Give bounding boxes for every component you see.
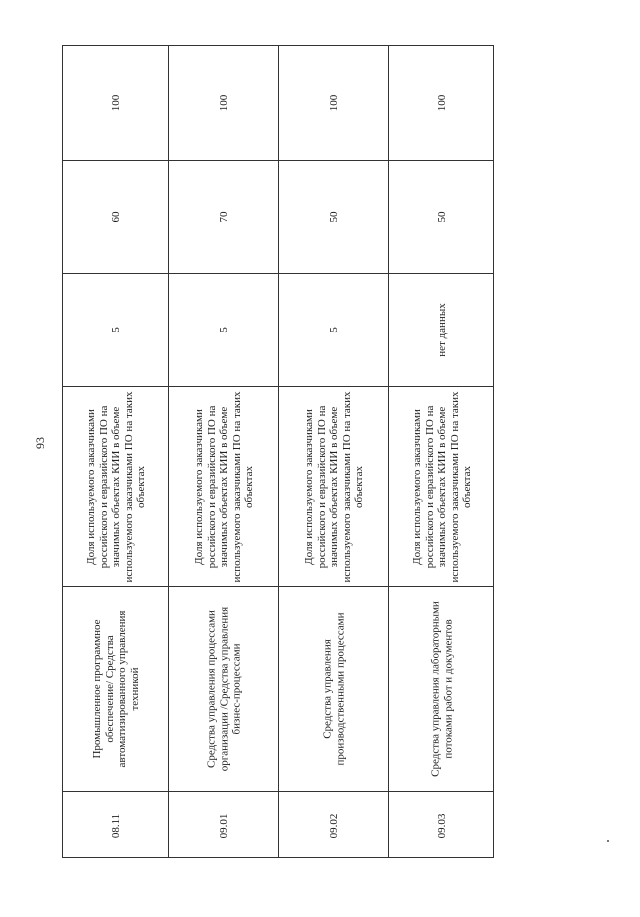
code-cell — [169, 791, 278, 858]
code-cell — [63, 791, 168, 858]
code-text: 09.02 — [327, 813, 340, 838]
target-text: 50 — [327, 211, 340, 223]
indicator-cell — [389, 386, 494, 586]
base-cell — [279, 273, 388, 386]
target-cell — [279, 160, 388, 273]
name-text: Промышленное программное обеспечение/ Средства автоматизированного управления техникой — [90, 610, 140, 768]
target-cell — [63, 160, 168, 273]
indicator-text: Доля используемого заказчиками российского и евразийского ПО на значимых объектах КИИ в объеме используемого заказчиками ПО на таких объектах — [302, 390, 365, 583]
base-cell — [63, 273, 168, 386]
name-cell — [279, 586, 388, 791]
name-cell — [389, 586, 494, 791]
indicator-text: Доля используемого заказчиками российского и евразийского ПО на значимых объектах КИИ в объеме используемого заказчиками ПО на таких объектах — [410, 390, 473, 583]
value-text: 100 — [217, 94, 230, 112]
base-text: нет данных — [435, 303, 448, 357]
code-text: 09.01 — [217, 813, 230, 838]
scan-speck — [607, 840, 609, 842]
table-row-09-02 — [279, 46, 389, 857]
base-cell — [169, 273, 278, 386]
name-text: Средства управления лабораторными потоками работ и документов — [429, 601, 454, 777]
table-row-08-11 — [63, 46, 169, 857]
code-text: 09.03 — [435, 813, 448, 838]
table-row-09-03 — [389, 46, 494, 857]
value-text: 100 — [327, 94, 340, 112]
target-text: 50 — [435, 211, 448, 223]
page-number: 93 — [33, 437, 47, 449]
value-cell — [63, 46, 168, 160]
indicator-text: Доля используемого заказчиками российского и евразийского ПО на значимых объектах КИИ в объеме используемого заказчиками ПО на таких объектах — [192, 390, 255, 583]
name-text: Средства управления производственными процессами — [321, 612, 346, 766]
indicator-cell — [169, 386, 278, 586]
base-text: 5 — [327, 327, 340, 333]
target-cell — [389, 160, 494, 273]
value-cell — [169, 46, 278, 160]
base-text: 5 — [109, 327, 122, 333]
value-text: 100 — [435, 94, 448, 112]
table-row-09-01 — [169, 46, 279, 857]
target-text: 60 — [109, 211, 122, 223]
name-cell — [169, 586, 278, 791]
value-cell — [389, 46, 494, 160]
target-cell — [169, 160, 278, 273]
name-text: Средства управления процессами организации /Средства управления бизнес-процессами — [204, 606, 242, 772]
indicator-cell — [279, 386, 388, 586]
base-text: 5 — [217, 327, 230, 333]
indicator-cell — [63, 386, 168, 586]
data-table — [62, 45, 494, 858]
base-cell — [389, 273, 494, 386]
indicator-text: Доля используемого заказчиками российского и евразийского ПО на значимых объектах КИИ в объеме используемого заказчиками ПО на таких объектах — [84, 390, 147, 583]
code-cell — [389, 791, 494, 858]
name-cell — [63, 586, 168, 791]
value-text: 100 — [109, 94, 122, 112]
value-cell — [279, 46, 388, 160]
target-text: 70 — [217, 211, 230, 223]
code-text: 08.11 — [109, 813, 122, 838]
code-cell — [279, 791, 388, 858]
